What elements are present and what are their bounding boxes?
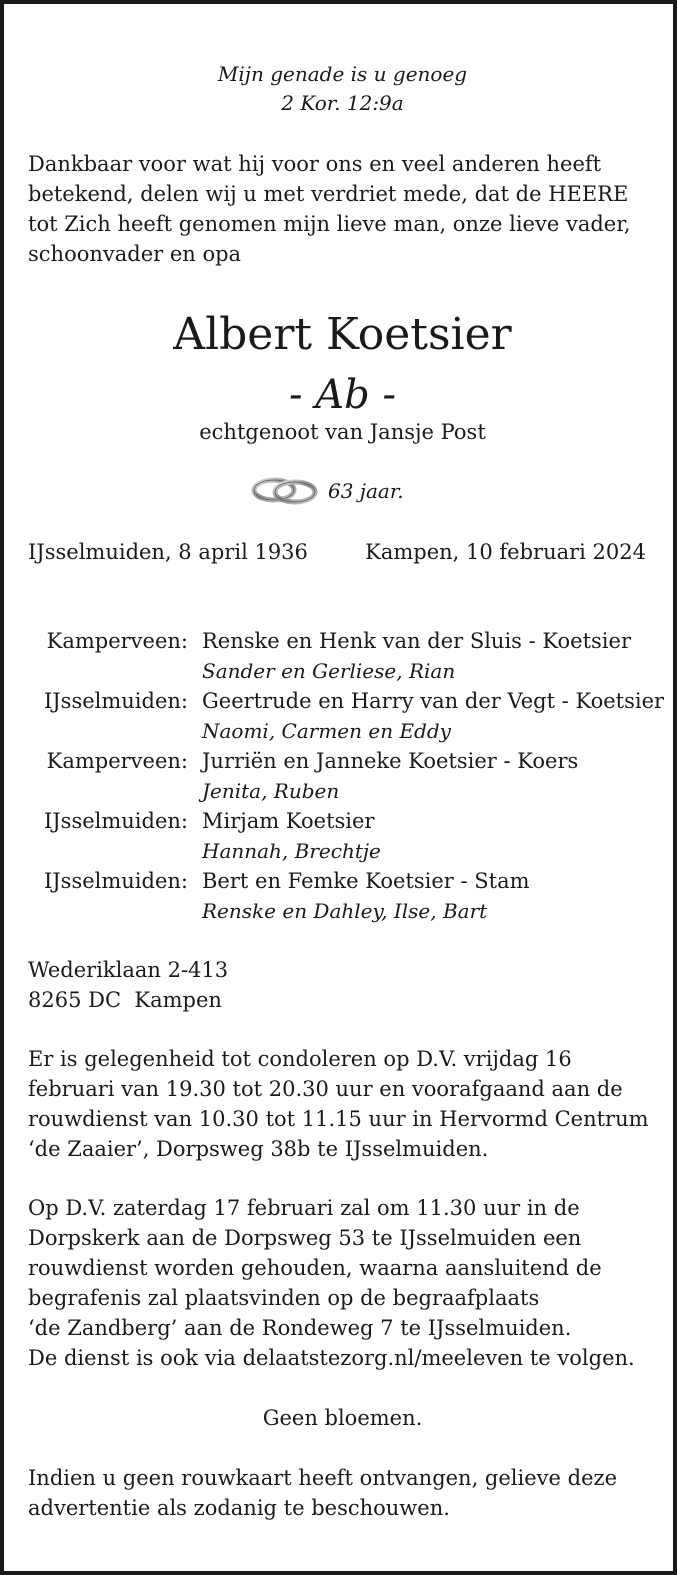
condolence-line: Er is gelegenheid tot condoleren op D.V. vrijdag 16 xyxy=(28,1047,572,1071)
birth-date: IJsselmuiden, 8 april 1936 xyxy=(28,540,308,564)
family-place: IJsselmuiden: xyxy=(43,809,188,833)
intro-line: schoonvader en opa xyxy=(28,242,242,266)
marriage-years: 63 jaar. xyxy=(328,479,404,503)
death-date: Kampen, 10 februari 2024 xyxy=(365,540,646,564)
family-place: Kamperveen: xyxy=(46,749,188,773)
service-line: Dorpskerk aan de Dorpsweg 53 te IJsselmuiden een xyxy=(28,1226,582,1250)
family-entry xyxy=(28,626,668,686)
service-line: Op D.V. zaterdag 17 februari zal om 11.30 uur in de xyxy=(28,1196,580,1220)
service-line: rouwdienst worden gehouden, waarna aansluitend de xyxy=(28,1256,602,1280)
family-entry xyxy=(28,746,668,806)
condolence-line: ‘de Zaaier’, Dorpsweg 38b te IJsselmuiden. xyxy=(28,1137,489,1161)
intro-line: tot Zich heeft genomen mijn lieve man, onze lieve vader, xyxy=(28,212,631,236)
card-note-line: Indien u geen rouwkaart heeft ontvangen, gelieve deze xyxy=(28,1466,617,1490)
family-entry xyxy=(28,806,668,866)
mourning-card-note xyxy=(28,1463,658,1523)
family-names: Mirjam Koetsier xyxy=(202,809,375,833)
intro-paragraph xyxy=(28,149,658,269)
family-list xyxy=(28,626,668,926)
address-line: 8265 DC Kampen xyxy=(28,988,222,1012)
family-place: IJsselmuiden: xyxy=(43,869,188,893)
family-children: Hannah, Brechtje xyxy=(202,839,381,863)
service-line: ‘de Zandberg’ aan de Rondeweg 7 te IJsselmuiden. xyxy=(28,1316,572,1340)
spouse-line: echtgenoot van Jansje Post xyxy=(199,420,486,444)
family-entry xyxy=(28,686,668,746)
family-children: Naomi, Carmen en Eddy xyxy=(202,719,451,743)
deceased-nickname: - Ab - xyxy=(289,372,396,418)
condolence-line: februari van 19.30 tot 20.30 uur en voorafgaand aan de xyxy=(28,1077,623,1101)
correspondence-address xyxy=(28,955,658,1015)
wedding-rings-icon xyxy=(250,473,320,509)
service-line: De dienst is ook via delaatstezorg.nl/meeleven te volgen. xyxy=(28,1346,635,1370)
no-flowers-note: Geen bloemen. xyxy=(262,1406,423,1430)
intro-line: Dankbaar voor wat hij voor ons en veel anderen heeft xyxy=(28,152,602,176)
verse-text: Mijn genade is u genoeg xyxy=(217,62,468,86)
family-place: Kamperveen: xyxy=(46,629,188,653)
family-names: Bert en Femke Koetsier - Stam xyxy=(202,869,530,893)
family-place: IJsselmuiden: xyxy=(43,689,188,713)
service-paragraph xyxy=(28,1193,658,1373)
family-children: Renske en Dahley, Ilse, Bart xyxy=(202,899,488,923)
family-names: Renske en Henk van der Sluis - Koetsier xyxy=(202,629,631,653)
address-line: Wederiklaan 2-413 xyxy=(28,958,229,982)
condolence-line: rouwdienst van 10.30 tot 11.15 uur in Hervormd Centrum xyxy=(28,1107,649,1131)
condolence-paragraph xyxy=(28,1044,658,1164)
family-names: Jurriën en Janneke Koetsier - Koers xyxy=(202,749,579,773)
family-names: Geertrude en Harry van der Vegt - Koetsier xyxy=(202,689,665,713)
marriage-duration xyxy=(250,473,404,509)
service-line: begrafenis zal plaatsvinden op de begraafplaats xyxy=(28,1286,540,1310)
deceased-name: Albert Koetsier xyxy=(173,309,512,360)
family-entry xyxy=(28,866,668,926)
intro-line: betekend, delen wij u met verdriet mede, dat de HEERE xyxy=(28,182,629,206)
verse-reference: 2 Kor. 12:9a xyxy=(281,91,404,115)
family-children: Jenita, Ruben xyxy=(202,779,340,803)
family-children: Sander en Gerliese, Rian xyxy=(202,659,456,683)
bible-verse xyxy=(4,60,677,118)
card-note-line: advertentie als zodanig te beschouwen. xyxy=(28,1496,450,1520)
